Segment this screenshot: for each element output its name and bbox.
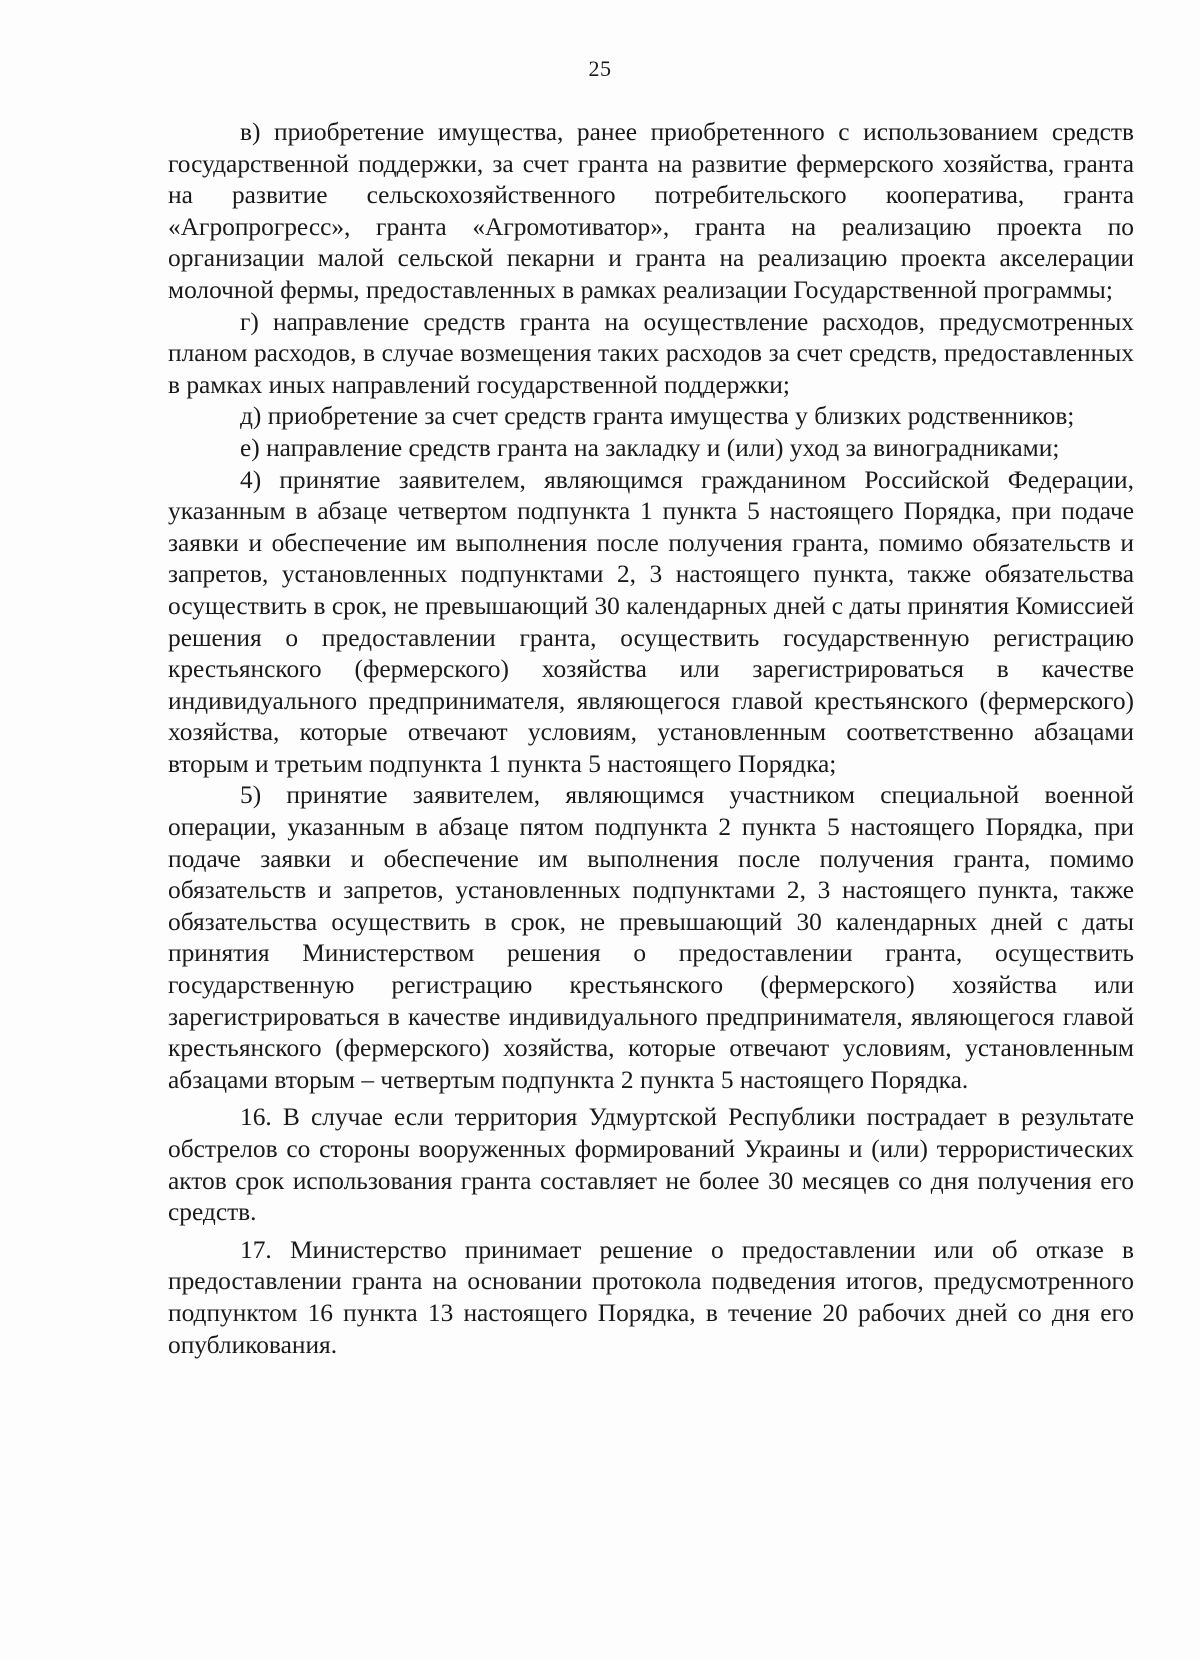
paragraph-subitem-e: е) направление средств гранта на закладку и (или) уход за виноградниками; — [240, 433, 1060, 462]
paragraph-subitem-g: г) направление средств гранта на осуществление расходов, предусмотренных планом расходов, в случае возмещения таких расходов за счет средств, предоставленных в рамках иных направлений государственной поддержки; — [168, 307, 1134, 399]
document-body — [168, 117, 1134, 1361]
paragraph-item-5: 5) принятие заявителем, являющимся участником специальной военной операции, указанным в абзаце пятом подпункта 2 пункта 5 настоящего Порядка, при подаче заявки и обеспечение им выполнения после получения гранта, помимо обязательств и запретов, установленных подпунктами 2, 3 настоящего пункта, также обязательства осуществить в срок, не превышающий 30 календарных дней с даты принятия Министерством решения о предоставлении гранта, осуществить государственную регистрацию крестьянского (фермерского) хозяйства или зарегистрироваться в качестве индивидуального предпринимателя, являющегося главой крестьянского (фермерского) хозяйства, которые отвечают условиям, установленным абзацами вторым – четвертым подпункта 2 пункта 5 настоящего Порядка. — [168, 781, 1134, 1094]
paragraph-clause-16: 16. В случае если территория Удмуртской Республики пострадает в результате обстрелов со стороны вооруженных формирований Украины и (или) террористических актов срок использования гранта составляет не более 30 месяцев со дня получения его средств. — [168, 1103, 1134, 1227]
paragraph-subitem-d: д) приобретение за счет средств гранта имущества у близких родственников; — [240, 402, 1075, 431]
paragraph-subitem-v: в) приобретение имущества, ранее приобретенного с использованием средств государственной поддержки, за счет гранта на развитие фермерского хозяйства, гранта на развитие сельскохозяйственного потребительского кооператива, гранта «Агропрогресс», гранта «Агромотиватор», гранта на реализацию проекта по организации малой сельской пекарни и гранта на реализацию проекта акселерации молочной фермы, предоставленных в рамках реализации Государственной программы; — [168, 118, 1134, 304]
paragraph-item-4: 4) принятие заявителем, являющимся гражданином Российской Федерации, указанным в абзаце четвертом подпункта 1 пункта 5 настоящего Порядка, при подаче заявки и обеспечение им выполнения после получения гранта, помимо обязательств и запретов, установленных подпунктами 2, 3 настоящего пункта, также обязательства осуществить в срок, не превышающий 30 календарных дней с даты принятия Комиссией решения о предоставлении гранта, осуществить государственную регистрацию крестьянского (фермерского) хозяйства или зарегистрироваться в качестве индивидуального предпринимателя, являющегося главой крестьянского (фермерского) хозяйства, которые отвечают условиям, установленным соответственно абзацами вторым и третьим подпункта 1 пункта 5 настоящего Порядка; — [168, 465, 1134, 778]
paragraph-clause-17: 17. Министерство принимает решение о предоставлении или об отказе в предоставлении гранта на основании протокола подведения итогов, предусмотренного подпунктом 16 пункта 13 настоящего Порядка, в течение 20 рабочих дней со дня его опубликования. — [168, 1235, 1134, 1359]
page-number: 25 — [588, 56, 612, 81]
